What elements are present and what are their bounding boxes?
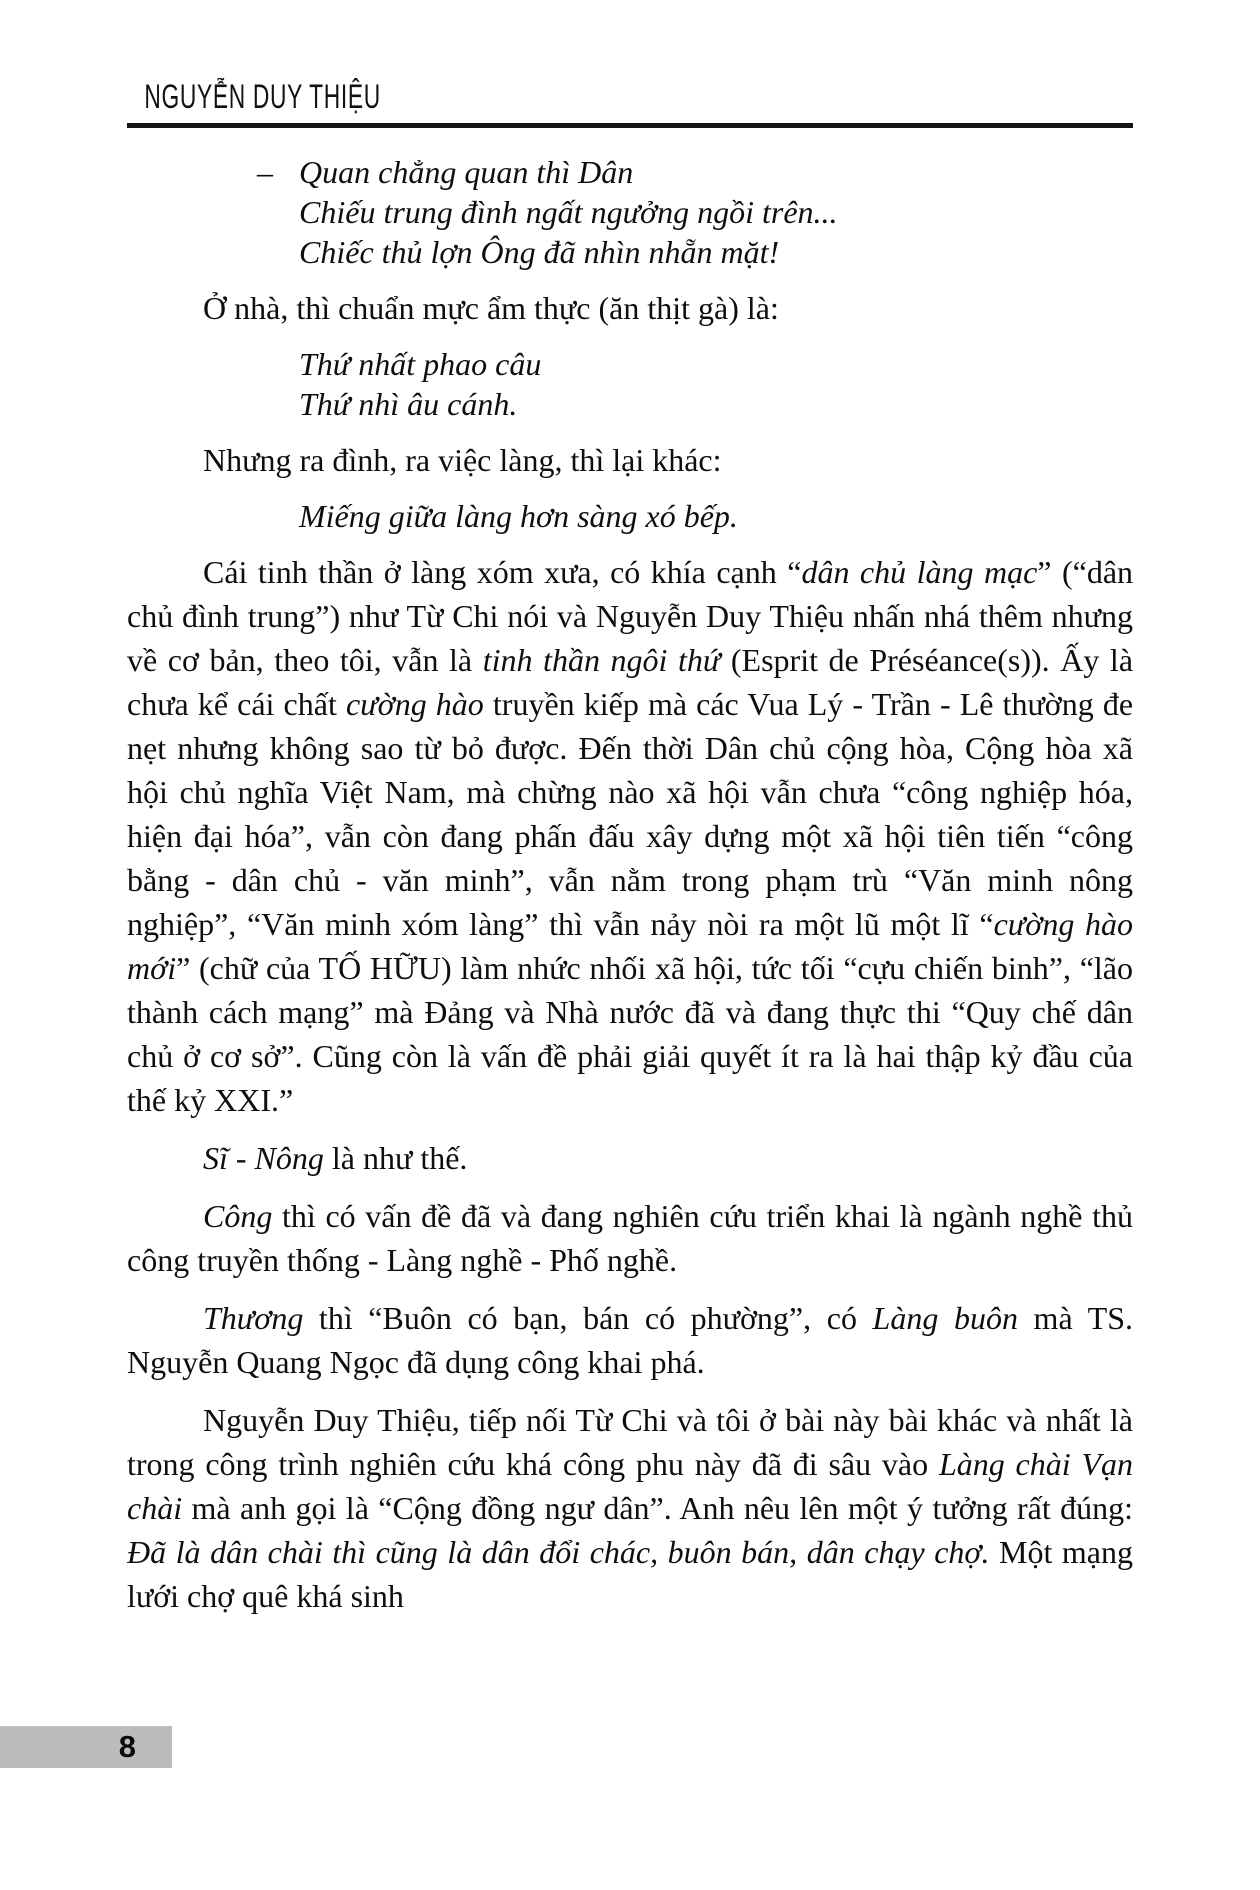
text-segment: mà TS. Nguyễn Quang Ngọc đã dụng công khai phá. (127, 1300, 1134, 1380)
text-segment: Quan chẳng quan thì Dân (299, 154, 634, 190)
text-segment: thì có vấn đề đã và đang nghiên cứu triển khai là ngành nghề thủ công truyền thống - Làng nghề - Phố nghề. (127, 1198, 1133, 1278)
verse-line (299, 232, 1133, 272)
text-segment: truyền kiếp mà các Vua Lý - Trần - Lê thường đe nẹt nhưng không sao từ bỏ được. Đến thời Dân chủ cộng hòa, Cộng hòa xã hội chủ nghĩa Việt Nam, mà chừng nào xã hội vẫn chưa “công nghiệp hóa, hiện đại hóa”, vẫn còn đang phấn đấu xây dựng một xã hội tiên tiến “công bằng - dân chủ - văn minh”, vẫn nằm trong phạm trù “Văn minh nông nghiệp”, “Văn minh xóm làng” thì vẫn nảy nòi ra một lũ một lĩ “ (127, 686, 1134, 942)
text-segment: ” (chữ của TỐ HỮU) làm nhức nhối xã hội, tức tối “cựu chiến binh”, “lão thành cách mạng” mà Đảng và Nhà nước đã và đang thực thi “Quy chế dân chủ ở cơ sở”. Cũng còn là vấn đề phải giải quyết ít ra là hai thập kỷ đầu của thế kỷ XXI.” (127, 950, 1133, 1118)
page-number-bar (0, 1726, 172, 1768)
verse-block (127, 152, 1133, 272)
paragraph (127, 1194, 1133, 1282)
text-segment: thì “Buôn có bạn, bán có phường”, có (303, 1300, 873, 1336)
text-segment: tinh thần ngôi thứ (482, 642, 721, 678)
text-segment: Nhưng ra đình, ra việc làng, thì lại khác: (203, 442, 722, 478)
text-segment: (Esprit de Préséance(s)). Ấy là chưa kể cái chất (127, 642, 1134, 722)
text-column (127, 80, 1133, 1632)
page-header (127, 80, 1133, 128)
text-segment: mà anh gọi là “Cộng đồng ngư dân”. Anh nêu lên một ý tưởng rất đúng: (182, 1490, 1133, 1526)
verse-line (299, 344, 1133, 384)
verse-line (257, 152, 1133, 192)
text-segment: cường hào (345, 686, 484, 722)
verse-line (299, 192, 1133, 232)
text-segment: là như thế. (323, 1140, 468, 1176)
verse-block (127, 496, 1133, 536)
text-segment: ” (“dân chủ đình trung”) như Từ Chi nói và Nguyễn Duy Thiệu nhấn nhá thêm nhưng về cơ bản, theo tôi, vẫn là (127, 554, 1134, 678)
text-segment: Làng chài Vạn chài (127, 1446, 1134, 1526)
text-segment: Đã là dân chài thì cũng là dân đổi chác, buôn bán, dân chạy chợ. (127, 1534, 990, 1570)
paragraph (127, 438, 1133, 482)
text-segment: Chiếc thủ lợn Ông đã nhìn nhẵn mặt! (299, 234, 780, 270)
text-segment: Nguyễn Duy Thiệu, tiếp nối Từ Chi và tôi ở bài này bài khác và nhất là trong công trình nghiên cứu khá công phu này đã đi sâu vào (127, 1402, 1133, 1482)
text-segment: Cái tinh thần ở làng xóm xưa, có khía cạnh “ (203, 554, 802, 590)
text-segment: Thứ nhất phao câu (299, 346, 542, 382)
page-number: 8 (118, 1729, 136, 1764)
text-segment: Chiếu trung đình ngất ngưởng ngồi trên... (299, 194, 838, 230)
verse-line (299, 496, 1133, 536)
text-segment: Thương (203, 1300, 304, 1336)
verse-block (127, 344, 1133, 424)
paragraph (127, 550, 1133, 1122)
text-segment: Miếng giữa làng hơn sàng xó bếp. (299, 498, 738, 534)
verse-dash: – (257, 154, 273, 190)
text-segment: Làng buôn (872, 1300, 1018, 1336)
text-segment: Một mạng lưới chợ quê khá sinh (127, 1534, 1134, 1614)
text-segment: dân chủ làng mạc (801, 554, 1038, 590)
verse-line (299, 384, 1133, 424)
text-segment: cường hào mới (127, 906, 1134, 986)
text-segment: Công (203, 1198, 273, 1234)
paragraph (127, 286, 1133, 330)
paragraph (127, 1398, 1133, 1618)
text-segment: Ở nhà, thì chuẩn mực ẩm thực (ăn thịt gà) là: (203, 290, 779, 326)
text-segment: Thứ nhì âu cánh. (299, 386, 518, 422)
text-segment: Sĩ - Nông (203, 1140, 324, 1176)
header-rule (127, 123, 1133, 128)
running-header-author: NGUYỄN DUY THIỆU (144, 78, 381, 116)
paragraph (127, 1296, 1133, 1384)
paragraph (127, 1136, 1133, 1180)
page-body (127, 152, 1133, 1618)
